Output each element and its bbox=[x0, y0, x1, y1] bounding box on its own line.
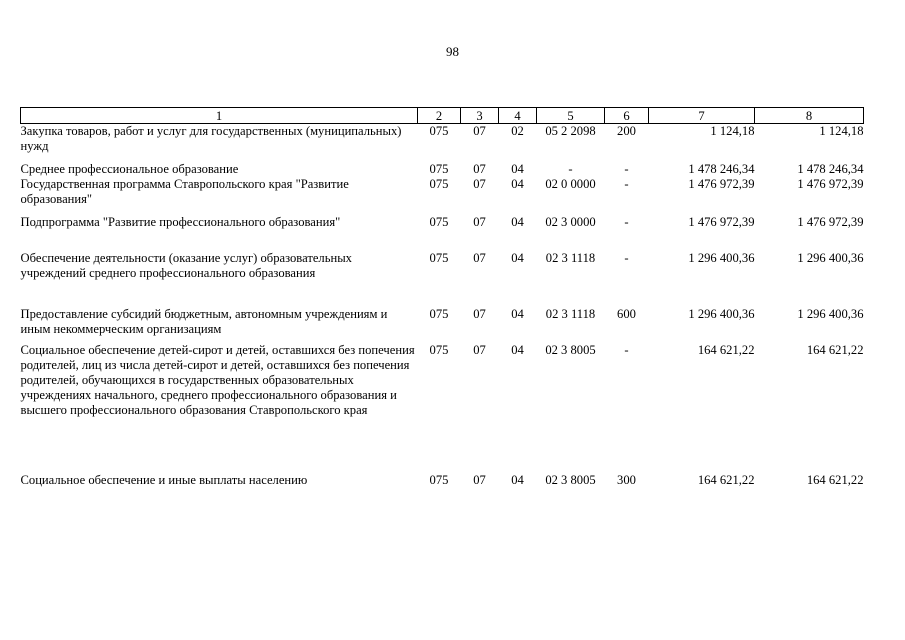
expense-type-cell: 300 bbox=[617, 472, 636, 487]
table-row bbox=[21, 215, 864, 251]
amount-cell: 1 296 400,36 bbox=[797, 250, 864, 265]
section-cell: 07 bbox=[473, 214, 486, 229]
expense-type-cell: - bbox=[624, 161, 629, 176]
code-cell: 075 bbox=[429, 250, 449, 265]
amount-cell: 1 476 972,39 bbox=[797, 214, 864, 229]
amount-cell: 1 296 400,36 bbox=[688, 250, 755, 265]
subsection-cell: 04 bbox=[511, 306, 524, 321]
target-article-cell: 02 3 1118 bbox=[545, 250, 596, 265]
code-cell: 075 bbox=[429, 472, 449, 487]
amount-cell: 164 621,22 bbox=[697, 472, 755, 487]
header-cell: 8 bbox=[755, 108, 864, 124]
amount-cell: 1 478 246,34 bbox=[797, 161, 864, 176]
row-name: Социальное обеспечение детей-сирот и детей, оставшихся без попечения родителей, лиц из числа детей-сирот и детей, оставшихся без попечения родителей, обучающихся в государственных образовательных учреждениях начального, среднего профессионального образования и высшего профессионального образования Ставропольского края bbox=[20, 342, 415, 417]
row-name: Социальное обеспечение и иные выплаты населению bbox=[20, 472, 308, 487]
row-name: Подпрограмма "Развитие профессионального образования" bbox=[20, 214, 341, 229]
amount-cell: 164 621,22 bbox=[697, 342, 755, 357]
code-cell: 075 bbox=[429, 161, 449, 176]
row-name: Государственная программа Ставропольского края "Развитие образования" bbox=[20, 176, 349, 206]
subsection-cell: 04 bbox=[511, 176, 524, 191]
section-cell: 07 bbox=[473, 124, 486, 138]
header-cell: 7 bbox=[649, 108, 755, 124]
target-article-cell: 02 3 8005 bbox=[545, 342, 596, 357]
amount-cell: 1 476 972,39 bbox=[797, 176, 864, 191]
table-row bbox=[21, 473, 864, 491]
page-number: 98 bbox=[446, 44, 459, 59]
section-cell: 07 bbox=[473, 176, 486, 191]
target-article-cell: 02 0 0000 bbox=[545, 176, 596, 191]
header-cell: 6 bbox=[605, 108, 649, 124]
row-name: Закупка товаров, работ и услуг для государственных (муниципальных) нужд bbox=[20, 124, 402, 153]
amount-cell: 1 296 400,36 bbox=[797, 306, 864, 321]
code-cell: 075 bbox=[429, 306, 449, 321]
expense-type-cell: 200 bbox=[617, 124, 636, 138]
code-cell: 075 bbox=[429, 342, 449, 357]
expense-type-cell: - bbox=[624, 342, 629, 357]
target-article-cell: 05 2 2098 bbox=[545, 124, 596, 138]
section-cell: 07 bbox=[473, 306, 486, 321]
table-row bbox=[21, 251, 864, 307]
row-name: Среднее профессиональное образование bbox=[20, 161, 239, 176]
table-row bbox=[21, 162, 864, 177]
target-article-cell: 02 3 8005 bbox=[545, 472, 596, 487]
row-name: Предоставление субсидий бюджетным, автономным учреждениям и иным некоммерческим организациям bbox=[20, 306, 388, 336]
table-row bbox=[21, 307, 864, 343]
amount-cell: 1 478 246,34 bbox=[688, 161, 755, 176]
subsection-cell: 04 bbox=[511, 161, 524, 176]
section-cell: 07 bbox=[473, 472, 486, 487]
section-cell: 07 bbox=[473, 250, 486, 265]
header-cell: 2 bbox=[418, 108, 461, 124]
section-cell: 07 bbox=[473, 342, 486, 357]
expense-type-cell: 600 bbox=[617, 306, 636, 321]
subsection-cell: 04 bbox=[511, 472, 524, 487]
code-cell: 075 bbox=[429, 176, 449, 191]
amount-cell: 164 621,22 bbox=[806, 472, 864, 487]
header-cell: 3 bbox=[461, 108, 499, 124]
row-name: Обеспечение деятельности (оказание услуг) образовательных учреждений среднего профессионального образования bbox=[20, 250, 352, 280]
table-row bbox=[21, 343, 864, 473]
table-row bbox=[21, 124, 864, 162]
subsection-cell: 04 bbox=[511, 342, 524, 357]
subsection-cell: 02 bbox=[511, 124, 524, 138]
subsection-cell: 04 bbox=[511, 250, 524, 265]
target-article-cell: - bbox=[568, 161, 573, 176]
header-cell: 4 bbox=[499, 108, 537, 124]
amount-cell: 1 476 972,39 bbox=[688, 176, 755, 191]
target-article-cell: 02 3 1118 bbox=[545, 306, 596, 321]
header-cell: 5 bbox=[537, 108, 605, 124]
expense-type-cell: - bbox=[624, 214, 629, 229]
header-cell: 1 bbox=[21, 108, 418, 124]
target-article-cell: 02 3 0000 bbox=[545, 214, 596, 229]
amount-cell: 1 476 972,39 bbox=[688, 214, 755, 229]
budget-table bbox=[20, 107, 864, 491]
code-cell: 075 bbox=[429, 124, 449, 138]
table-header-row bbox=[21, 108, 864, 124]
amount-cell: 1 296 400,36 bbox=[688, 306, 755, 321]
table-row bbox=[21, 177, 864, 215]
amount-cell: 1 124,18 bbox=[710, 124, 755, 138]
amount-cell: 1 124,18 bbox=[819, 124, 864, 138]
section-cell: 07 bbox=[473, 161, 486, 176]
expense-type-cell: - bbox=[624, 250, 629, 265]
subsection-cell: 04 bbox=[511, 214, 524, 229]
code-cell: 075 bbox=[429, 214, 449, 229]
expense-type-cell: - bbox=[624, 176, 629, 191]
amount-cell: 164 621,22 bbox=[806, 342, 864, 357]
